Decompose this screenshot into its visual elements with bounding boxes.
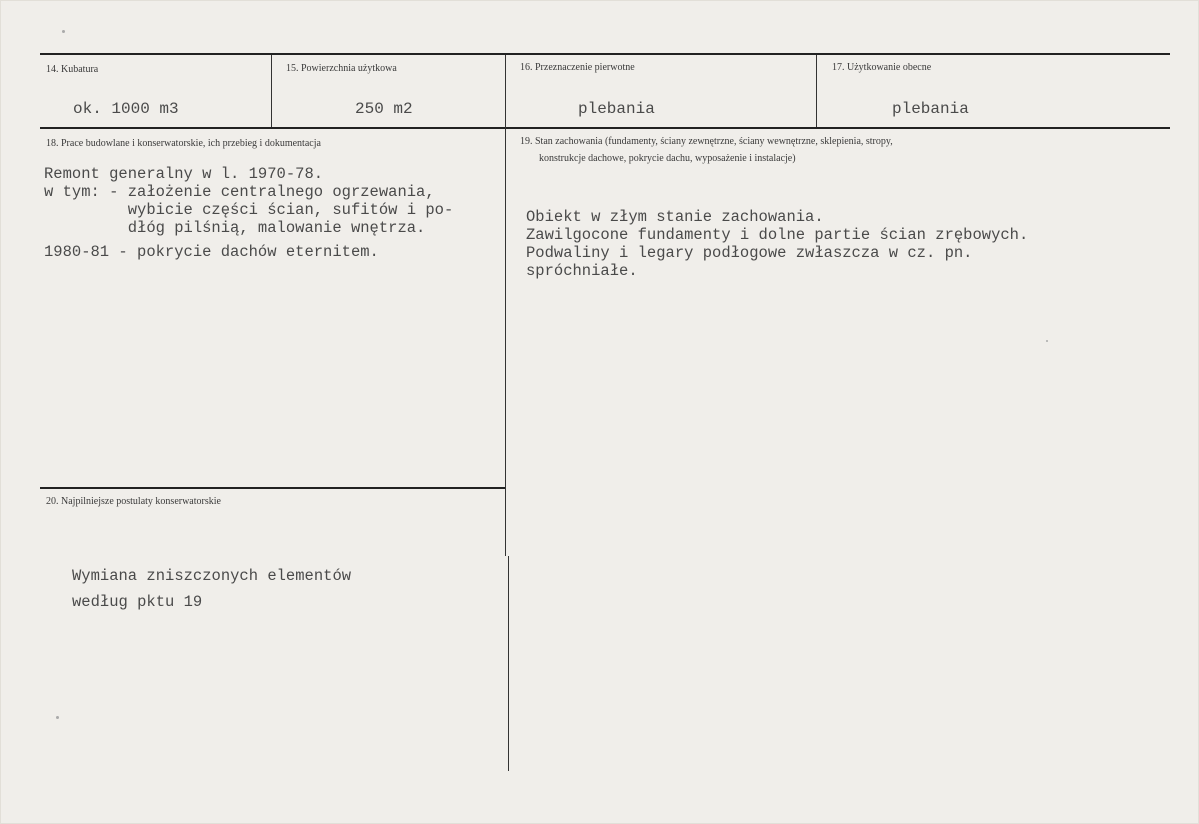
col-divider-2 [505, 55, 506, 556]
field18-line-1: Remont generalny w l. 1970-78. [44, 165, 324, 183]
powierzchnia-value: 250 m2 [355, 100, 413, 118]
field18-extra-line: 1980-81 - pokrycie dachów eternitem. [44, 243, 379, 261]
row1-bottom-rule [40, 127, 1170, 129]
col-divider-2b [508, 556, 509, 771]
field19-line-2: Zawilgocone fundamenty i dolne partie ścian zrębowych. [526, 226, 1029, 244]
paper-speck [62, 30, 65, 33]
uzytkowanie-value: plebania [892, 100, 969, 118]
powierzchnia-label: 15. Powierzchnia użytkowa [286, 63, 397, 74]
field18-line-2: w tym: - założenie centralnego ogrzewania, [44, 183, 435, 201]
field20-top-rule [40, 487, 505, 489]
field19-label-line-2: konstrukcje dachowe, pokrycie dachu, wyposażenie i instalacje) [539, 153, 796, 164]
przeznaczenie-value: plebania [578, 100, 655, 118]
field18-label: 18. Prace budowlane i konserwatorskie, ich przebieg i dokumentacja [46, 138, 321, 149]
col-divider-1 [271, 55, 272, 127]
uzytkowanie-label: 17. Użytkowanie obecne [832, 62, 932, 73]
col-divider-3 [816, 55, 817, 127]
field18-line-3: wybicie części ścian, sufitów i po- [44, 201, 454, 219]
field19-line-3: Podwaliny i legary podłogowe zwłaszcza w cz. pn. [526, 244, 973, 262]
field20-line-2: według pktu 19 [72, 593, 203, 611]
paper-speck [1046, 340, 1048, 342]
field19-line-1: Obiekt w złym stanie zachowania. [526, 208, 824, 226]
kubatura-label: 14. Kubatura [46, 64, 99, 75]
field19-label-line-1: 19. Stan zachowania (fundamenty, ściany zewnętrzne, ściany wewnętrzne, sklepienia, stropy, [520, 136, 893, 147]
kubatura-value: ok. 1000 m3 [73, 100, 179, 118]
field19-line-4: spróchniałe. [526, 262, 638, 280]
field20-line-1: Wymiana zniszczonych elementów [72, 567, 352, 585]
paper-speck [56, 716, 59, 719]
field18-line-4: dłóg pilśnią, malowanie wnętrza. [44, 219, 426, 237]
top-rule [40, 53, 1170, 55]
field20-label: 20. Najpilniejsze postulaty konserwatorskie [46, 496, 221, 507]
przeznaczenie-label: 16. Przeznaczenie pierwotne [520, 62, 635, 73]
